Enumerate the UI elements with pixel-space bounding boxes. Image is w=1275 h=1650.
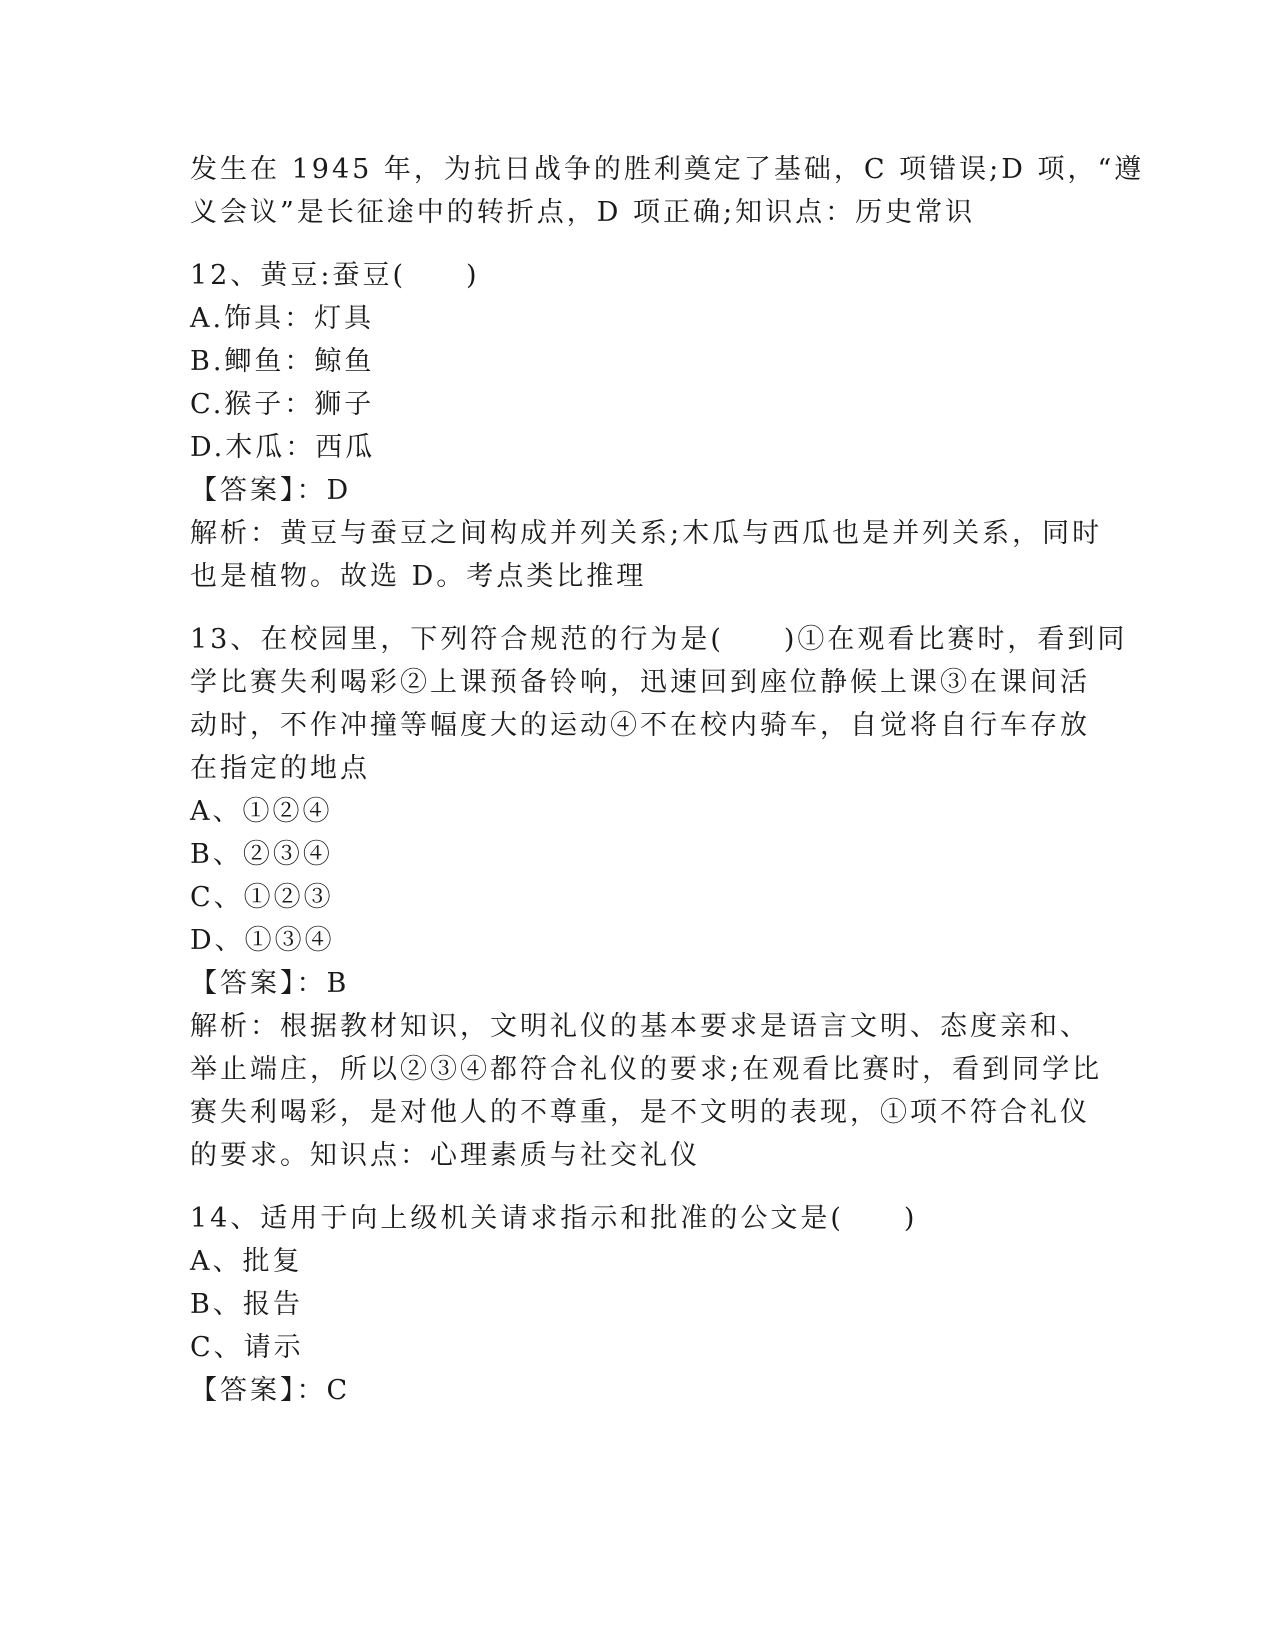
option-a: A、①②④ xyxy=(190,796,333,827)
answer: 【答案】：D xyxy=(190,475,352,506)
explanation-line: 也是植物。故选 D。考点类比推理 xyxy=(190,561,647,592)
explanation-line: 解析：黄豆与蚕豆之间构成并列关系;木瓜与西瓜也是并列关系，同时 xyxy=(190,518,1103,549)
explanation-line: 义会议”是长征途中的转折点，D 项正确;知识点：历史常识 xyxy=(190,197,976,228)
question-stem: 12、黄豆:蚕豆( ) xyxy=(190,260,480,291)
question-stem: 13、在校园里，下列符合规范的行为是( )①在观看比赛时，看到同 xyxy=(190,624,1128,655)
document-page xyxy=(190,148,1145,1412)
option-b: B、报告 xyxy=(190,1289,303,1320)
explanation-line: 的要求。知识点：心理素质与社交礼仪 xyxy=(190,1140,700,1171)
option-a: A.饰具：灯具 xyxy=(190,303,375,334)
option-b: B、②③④ xyxy=(190,839,333,870)
option-c: C、请示 xyxy=(190,1332,304,1363)
option-d: D.木瓜：西瓜 xyxy=(190,432,376,463)
previous-explanation xyxy=(190,148,1145,234)
explanation-line: 解析：根据教材知识，文明礼仪的基本要求是语言文明、态度亲和、 xyxy=(190,1011,1090,1042)
answer: 【答案】：C xyxy=(190,1375,351,1406)
option-c: C.猴子：狮子 xyxy=(190,389,375,420)
option-b: B.鲫鱼：鲸鱼 xyxy=(190,346,375,377)
option-d: D、①③④ xyxy=(190,925,335,956)
question-14 xyxy=(190,1197,1080,1412)
option-c: C、①②③ xyxy=(190,882,334,913)
question-stem: 动时，不作冲撞等幅度大的运动④不在校内骑车，自觉将自行车存放 xyxy=(190,710,1090,741)
option-a: A、批复 xyxy=(190,1246,303,1277)
question-12 xyxy=(190,254,1103,598)
answer: 【答案】：B xyxy=(190,968,350,999)
question-stem: 14、适用于向上级机关请求指示和批准的公文是( ) xyxy=(190,1203,918,1234)
question-stem: 在指定的地点 xyxy=(190,753,370,784)
question-13 xyxy=(190,618,1128,1177)
question-stem: 学比赛失利喝彩②上课预备铃响，迅速回到座位静候上课③在课间活 xyxy=(190,667,1090,698)
explanation-line: 发生在 1945 年，为抗日战争的胜利奠定了基础，C 项错误;D 项，“遵 xyxy=(190,154,1145,185)
explanation-line: 赛失利喝彩，是对他人的不尊重，是不文明的表现，①项不符合礼仪 xyxy=(190,1097,1090,1128)
explanation-line: 举止端庄，所以②③④都符合礼仪的要求;在观看比赛时，看到同学比 xyxy=(190,1054,1103,1085)
